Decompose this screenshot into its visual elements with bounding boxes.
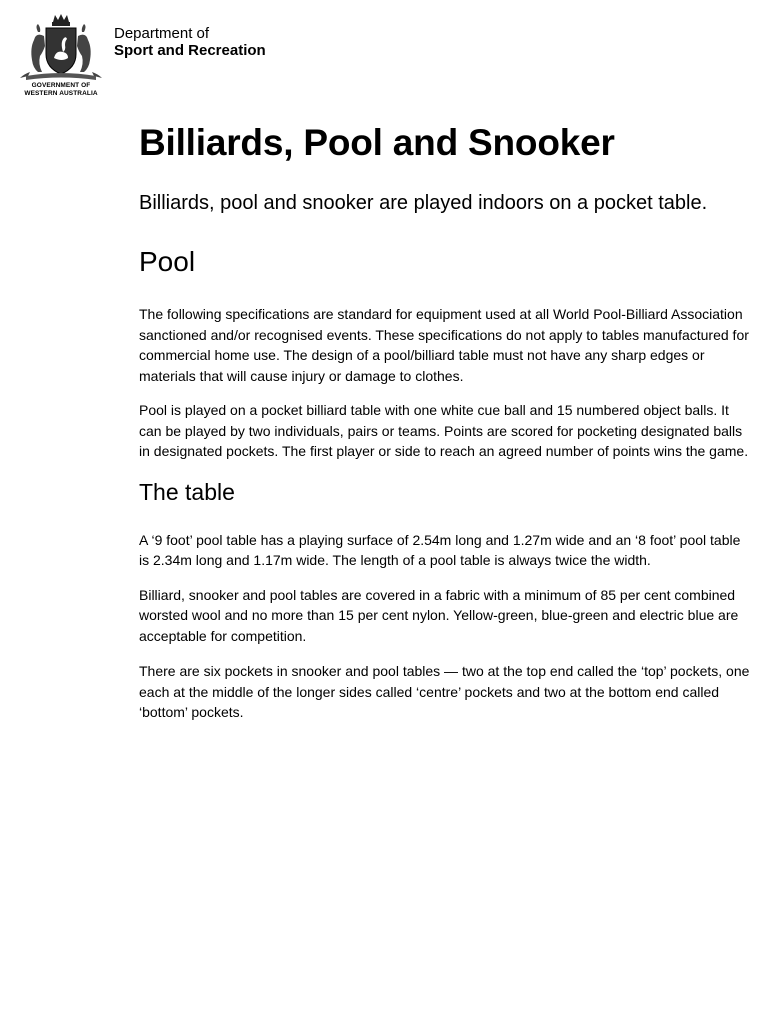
pool-paragraph-2: Pool is played on a pocket billiard table with one white cue ball and 15 numbered object balls. It can be played by two individuals, pairs or teams. Points are scored for pocketing designated balls in designated pockets. The first player or side to reach an agreed number of points wins the game. xyxy=(139,402,749,459)
section-heading-pool: Pool xyxy=(139,246,196,277)
pool-paragraph-1: The following specifications are standard for equipment used at all World Pool-Billiard Association sanctioned and/or recognised events. These specifications do not apply to tables manufactured for commercial home use. The design of a pool/billiard table must not have any sharp edges or materials that will cause injury or damage to clothes. xyxy=(139,306,749,384)
document-body xyxy=(139,118,754,723)
table-paragraph-1: A ‘9 foot’ pool table has a playing surface of 2.54m long and 1.27m wide and an ‘8 foot’ pool table is 2.34m long and 1.17m wide. The length of a pool table is always twice the width. xyxy=(139,531,741,568)
table-paragraph-2: Billiard, snooker and pool tables are covered in a fabric with a minimum of 85 per cent combined worsted wool and no more than 15 per cent nylon. Yellow-green, blue-green and electric blue are acceptable for competition. xyxy=(139,586,739,644)
coat-of-arms-icon xyxy=(16,12,106,84)
department-line-1: Department of xyxy=(114,25,210,42)
section-heading-table: The table xyxy=(139,478,235,505)
department-name xyxy=(114,25,266,59)
page-title: Billiards, Pool and Snooker xyxy=(139,122,615,163)
government-label xyxy=(16,82,106,98)
department-line-2: Sport and Recreation xyxy=(114,42,266,59)
table-paragraph-3: There are six pockets in snooker and pool tables — two at the top end called the ‘top’ pockets, one each at the middle of the longer sides called ‘centre’ pockets and two at the bottom end called ‘bottom’ pockets. xyxy=(139,663,750,720)
letterhead xyxy=(16,12,336,102)
gov-line-1: GOVERNMENT OF xyxy=(31,82,91,89)
intro-paragraph: Billiards, pool and snooker are played indoors on a pocket table. xyxy=(139,192,708,214)
gov-line-2: WESTERN AUSTRALIA xyxy=(24,90,98,97)
